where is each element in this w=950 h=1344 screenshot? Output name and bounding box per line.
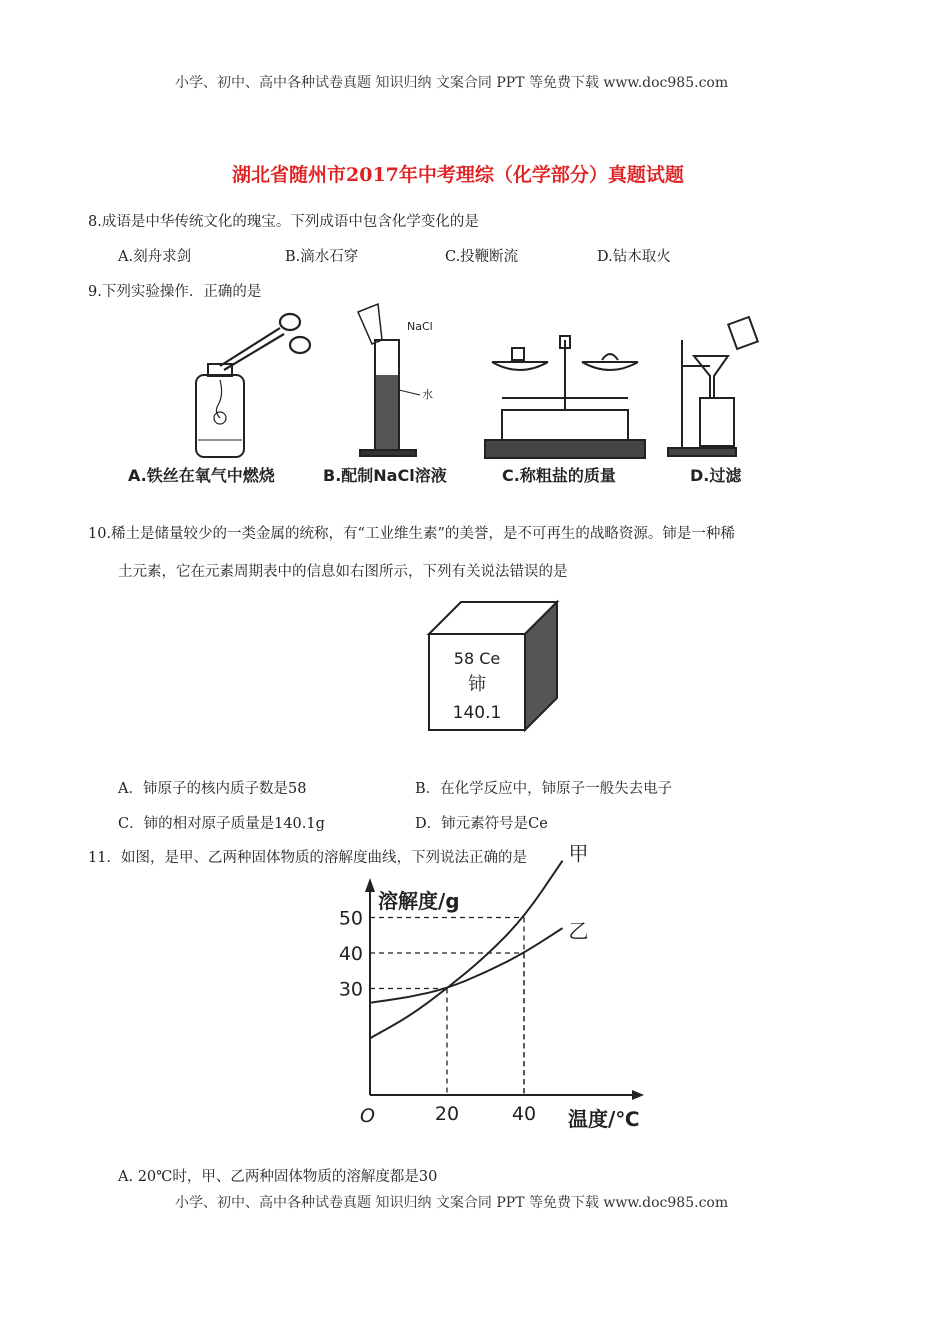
- x-tick-20: 20: [434, 1103, 460, 1125]
- q8-option-b: B.滴水石穿: [285, 249, 359, 265]
- q9-caption-a: A.铁丝在氧气中燃烧: [128, 466, 275, 485]
- page-header: 小学、初中、高中各种试卷真题 知识归纳 文案合同 PPT 等免费下载 www.doc985.com: [175, 75, 729, 91]
- y-axis-arrow: [365, 878, 375, 892]
- nacl-label: NaCl: [407, 320, 433, 333]
- q9-apparatus-figure: [120, 300, 780, 465]
- series-line-1: [370, 928, 563, 1003]
- q11-stem: 11．如图，是甲、乙两种固体物质的溶解度曲线，下列说法正确的是: [88, 850, 527, 866]
- gas-bottle-illustration: [196, 364, 244, 457]
- q10-stem-line1: 10.稀土是储量较少的一类金属的统称，有“工业维生素”的美誉，是不可再生的战略资源。铈是一种稀: [88, 526, 735, 542]
- q9-caption-c: C.称粗盐的质量: [502, 466, 616, 485]
- q10-stem-line2: 土元素，它在元素周期表中的信息如右图所示，下列有关说法错误的是: [118, 564, 568, 580]
- element-number-symbol: 58 Ce: [453, 649, 501, 668]
- page-footer: 小学、初中、高中各种试卷真题 知识归纳 文案合同 PPT 等免费下载 www.doc985.com: [175, 1195, 729, 1211]
- water-label: 水: [422, 388, 433, 401]
- solubility-chart: [330, 841, 650, 1140]
- q10-option-b: B．在化学反应中，铈原子一般失去电子: [415, 781, 673, 797]
- q10-option-c: C．铈的相对原子质量是140.1g: [118, 816, 325, 832]
- series-line-0: [370, 861, 563, 1038]
- q8-option-c: C.投鞭断流: [445, 249, 519, 265]
- element-name: 铈: [468, 674, 486, 695]
- q10-option-d: D．铈元素符号是Ce: [415, 816, 548, 832]
- q8-option-a: A.刻舟求剑: [118, 249, 192, 265]
- page-title: 湖北省随州市2017年中考理综（化学部分）真题试题: [232, 164, 684, 186]
- q9-caption-d: D.过滤: [690, 466, 742, 485]
- balance-illustration: [485, 336, 645, 458]
- q9-stem: 9.下列实验操作．正确的是: [88, 284, 262, 300]
- q8-option-d: D.钻木取火: [597, 249, 671, 265]
- element-cell-figure: [425, 598, 561, 738]
- q10-option-a: A．铈原子的核内质子数是58: [118, 781, 307, 797]
- y-axis-label: 溶解度/g: [378, 889, 460, 913]
- element-mass: 140.1: [452, 703, 502, 723]
- y-tick-50: 50: [338, 907, 363, 930]
- x-axis-arrow: [632, 1090, 644, 1100]
- origin-label: O: [360, 1105, 375, 1127]
- q11-option-a: A. 20℃时，甲、乙两种固体物质的溶解度都是30: [118, 1169, 438, 1185]
- series-label-jia: 甲: [568, 841, 589, 866]
- y-tick-40: 40: [338, 943, 363, 965]
- q8-stem: 8.成语是中华传统文化的瑰宝。下列成语中包含化学变化的是: [88, 214, 479, 230]
- q9-caption-b: B.配制NaCl溶液: [323, 466, 447, 485]
- x-axis-label: 温度/℃: [568, 1107, 640, 1131]
- y-tick-30: 30: [338, 978, 363, 1001]
- x-tick-40: 40: [511, 1103, 537, 1125]
- filtration-illustration: [668, 317, 758, 456]
- crucible-tongs-illustration: [220, 314, 310, 370]
- series-label-yi: 乙: [568, 919, 589, 944]
